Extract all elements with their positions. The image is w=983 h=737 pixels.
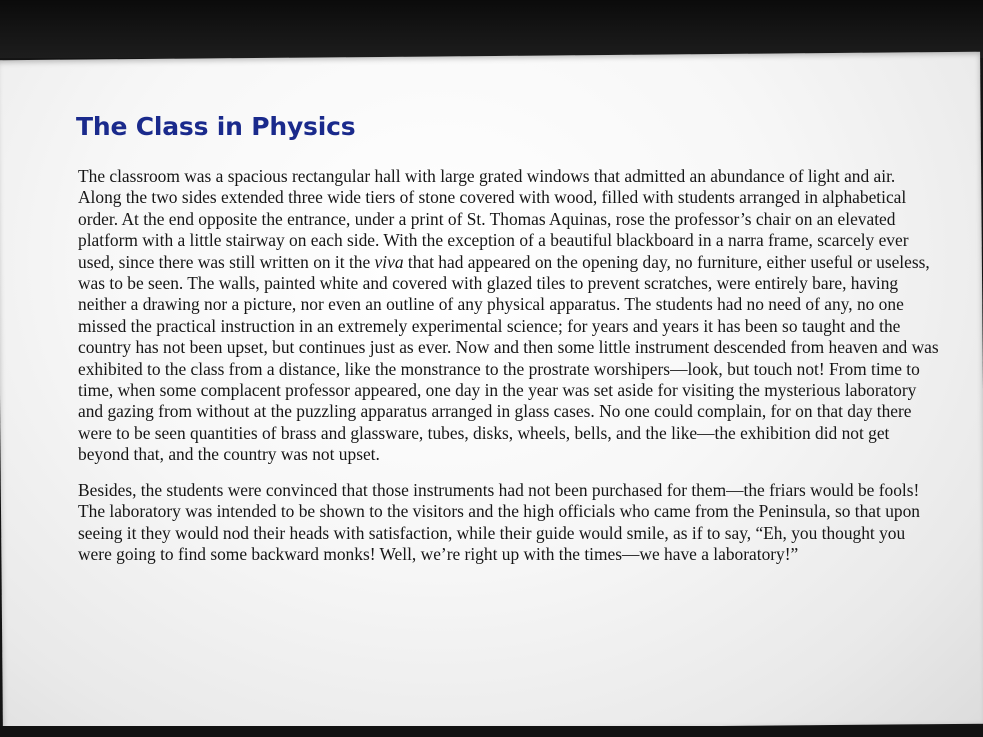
paragraph-line: Along the two sides extended three wide tiers of stone covered with wood, filled with students arranged in alphabetical — [78, 187, 907, 208]
paragraph-line: were to be seen quantities of brass and glassware, tubes, disks, wheels, bells, and the like—the exhibition did not get — [78, 422, 890, 443]
paragraph-line: was to be seen. The walls, painted white and covered with glazed tiles to prevent scratches, were entirely bare, having — [78, 273, 899, 294]
paragraph-line: time, when some complacent professor appeared, one day in the year was set aside for visiting the mysterious laboratory — [78, 380, 917, 401]
paragraph-line: The laboratory was intended to be shown to the visitors and the high officials who came from the Peninsula, so that upon — [78, 501, 920, 522]
paragraph-line: The classroom was a spacious rectangular hall with large grated windows that admitted an abundance of light and air. — [78, 166, 896, 186]
line-segment: that had appeared on the opening day, no furniture, either useful or useless, — [403, 251, 930, 272]
paragraph-line: missed the practical instruction in an extremely experimental science; for years and years it has been so taught and the — [78, 315, 901, 336]
paragraph-line: beyond that, and the country was not upset. — [78, 444, 380, 465]
paragraph-line: neither a drawing nor a picture, nor even an outline of any physical apparatus. The students had no need of any, no one — [78, 294, 904, 315]
paragraph-1 — [78, 166, 948, 466]
italic-word-viva: viva — [374, 251, 404, 272]
paragraph-line: order. At the end opposite the entrance, under a print of St. Thomas Aquinas, rose the professor’s chair on an elevated — [78, 208, 896, 229]
paragraph-2 — [78, 480, 948, 566]
paragraph-line: platform with a little stairway on each side. With the exception of a beautiful blackboard in a narra frame, scarcely ever — [78, 230, 909, 251]
slide-body — [78, 166, 948, 579]
paragraph-line — [78, 252, 948, 273]
paragraph-line: country has not been upset, but continues just as ever. Now and then some little instrument descended from heaven and was — [78, 337, 939, 358]
paragraph-line: and gazing from without at the puzzling apparatus arranged in glass cases. No one could complain, for on that day there — [78, 401, 912, 422]
paragraph-line: exhibited to the class from a distance, like the monstrance to the prostrate worshipers—look, but touch not! From time to — [78, 358, 920, 379]
paragraph-line: seeing it they would nod their heads with satisfaction, while their guide would smile, as if to say, “Eh, you thought you — [78, 522, 906, 543]
line-segment: used, since there was still written on it the — [78, 251, 375, 272]
monitor-bezel-top — [0, 0, 983, 58]
slide-title: The Class in Physics — [76, 112, 356, 141]
paragraph-line: Besides, the students were convinced that those instruments had not been purchased for them—the friars would be fools! — [78, 479, 920, 500]
monitor-bezel-bottom — [0, 726, 983, 737]
paragraph-line: were going to find some backward monks! Well, we’re right up with the times—we have a laboratory!” — [78, 543, 799, 564]
